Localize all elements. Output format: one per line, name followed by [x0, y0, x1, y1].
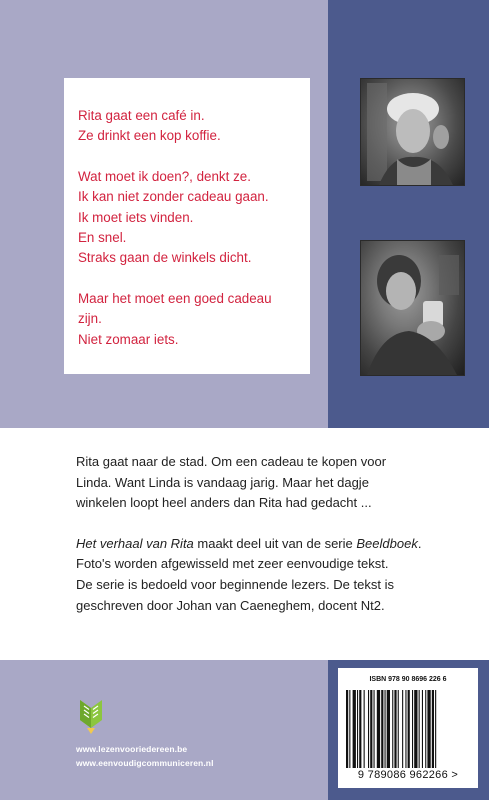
blurb-line: winkelen loopt heel anders dan Rita had gedacht ...: [76, 495, 372, 511]
barcode-bar: [425, 690, 426, 768]
series-text: maakt deel uit van de serie: [193, 535, 357, 551]
blurb-line: Foto's worden afgewisseld met zeer eenvoudige tekst.: [76, 556, 389, 572]
barcode-bar: [392, 690, 393, 768]
barcode-bar: [402, 690, 403, 768]
blurb-line: Linda. Want Linda is vandaag jarig. Maar het dagje: [76, 474, 369, 490]
barcode-bar: [381, 690, 383, 768]
barcode-bar: [414, 690, 417, 768]
barcode-bars: [346, 690, 472, 768]
photo-illustration: [361, 241, 464, 375]
series-period: .: [417, 535, 422, 551]
bottom-lavender-panel: [0, 660, 328, 800]
barcode-bar: [374, 690, 375, 768]
quote-line: Maar het moet een goed cadeau: [78, 290, 272, 306]
isbn-text: ISBN 978 90 8696 226 6: [369, 676, 447, 683]
blurb-line: geschreven door Johan van Caeneghem, docent Nt2.: [76, 597, 385, 613]
barcode-bar: [359, 690, 361, 768]
barcode-bar: [368, 690, 369, 768]
quote-box: [64, 78, 310, 374]
barcode-bar: [419, 690, 420, 768]
quote-line: Straks gaan de winkels dicht.: [78, 250, 252, 266]
barcode-bar: [432, 690, 434, 768]
barcode-bar: [357, 690, 358, 768]
blurb-line: Rita gaat naar de stad. Om een cadeau te kopen voor: [76, 454, 387, 469]
barcode-bar: [422, 690, 423, 768]
barcode-bar: [398, 690, 399, 768]
quote-line: Rita gaat een café in.: [78, 108, 205, 123]
quote-line: Ze drinkt een kop koffie.: [78, 128, 221, 144]
open-book-logo-icon: [80, 698, 102, 734]
barcode-bar: [408, 690, 410, 768]
barcode-bar: [364, 690, 365, 768]
barcode-bar: [385, 690, 386, 768]
quote-line: Ik moet iets vinden.: [78, 209, 194, 225]
barcode-bar: [405, 690, 406, 768]
barcode-bar: [427, 690, 430, 768]
barcode-bar: [412, 690, 413, 768]
quote-line: En snel.: [78, 230, 127, 246]
barcode-bar: [349, 690, 350, 768]
series-name: Beeldboek: [356, 535, 418, 551]
barcode-bar: [387, 690, 390, 768]
website-link-lezenvooriedereen[interactable]: www.lezenvooriedereen.be: [76, 744, 188, 754]
photo-illustration: [361, 79, 464, 185]
photo-woman-with-headscarf: [360, 78, 465, 186]
series-line: [76, 534, 476, 555]
quote-line: Ik kan niet zonder cadeau gaan.: [78, 189, 269, 205]
quote-line: zijn.: [78, 311, 102, 327]
barcode-number: 9 789086 962266 >: [357, 769, 459, 781]
photo-woman-drinking-coffee: [360, 240, 465, 376]
barcode-bar: [377, 690, 380, 768]
barcode-bar: [394, 690, 396, 768]
barcode-label: [338, 668, 478, 788]
barcode-bar: [435, 690, 436, 768]
quote-line: Wat moet ik doen?, denkt ze.: [78, 168, 251, 184]
back-cover-blurb: [76, 452, 476, 616]
barcode-bar: [353, 690, 356, 768]
website-link-eenvoudigcommuniceren[interactable]: www.eenvoudigcommuniceren.nl: [76, 758, 214, 768]
quote-line: Niet zomaar iets.: [78, 331, 179, 347]
barcode-bar: [370, 690, 372, 768]
book-title: Het verhaal van Rita: [76, 535, 194, 551]
barcode-bar: [346, 690, 348, 768]
blurb-line: De serie is bedoeld voor beginnende lezers. De tekst is: [76, 576, 394, 592]
